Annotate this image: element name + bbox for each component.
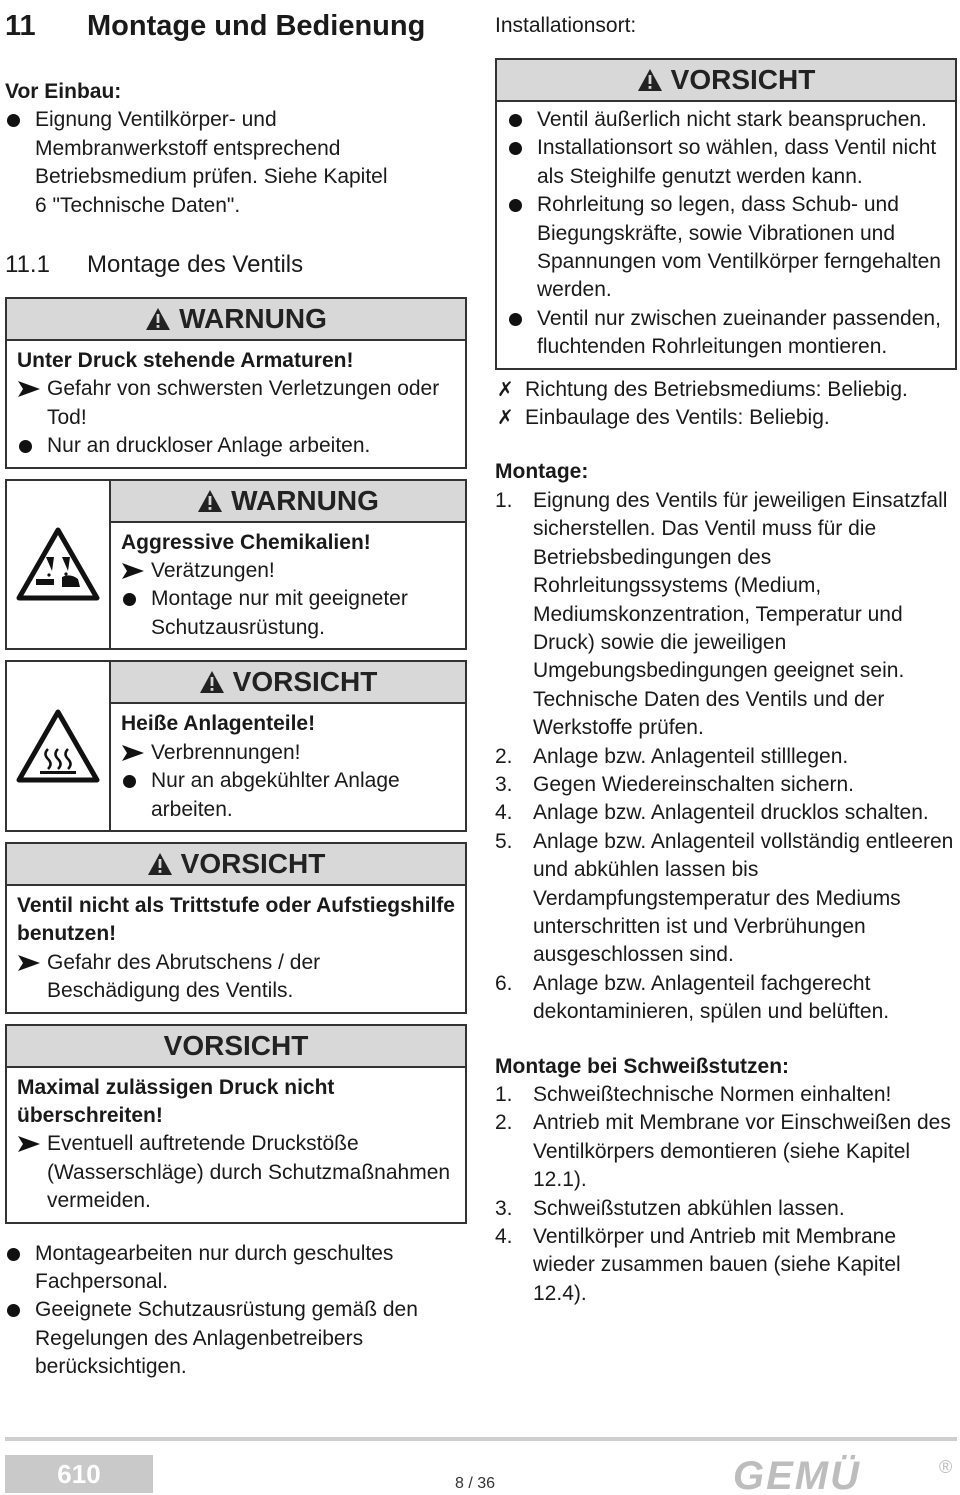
consequence-text: Verätzungen! [151, 559, 275, 583]
list-item [495, 799, 957, 827]
box-body [111, 523, 465, 649]
arrow-right-icon [17, 955, 41, 971]
list-item [495, 487, 957, 743]
list-item [495, 743, 957, 771]
box-header [497, 60, 955, 102]
hot-surface-icon [16, 709, 100, 783]
cross-icon: ✗ [497, 407, 514, 430]
box-title: Aggressive Chemikalien! [121, 530, 371, 554]
measure-item: Nur an druckloser Anlage arbeiten. [17, 432, 455, 460]
brand-logo [733, 1455, 957, 1493]
box-body [111, 704, 465, 830]
arrow-right-icon [17, 1136, 41, 1152]
box-header [7, 844, 465, 886]
note-item [495, 404, 957, 432]
box-title: Unter Druck stehende Armaturen! [17, 349, 354, 373]
step-text: Anlage bzw. Anlagenteil drucklos schalten. [533, 801, 929, 825]
brand-logo-text: GEMÜ [733, 1455, 861, 1493]
caution-box-step [5, 842, 467, 1014]
montage-label: Montage: [495, 460, 589, 484]
consequence-text: Verbrennungen! [151, 740, 301, 764]
section-title: Montage des Ventils [87, 251, 304, 279]
step-number: 4. [495, 1225, 513, 1249]
step-text: Schweißstutzen abkühlen lassen. [533, 1196, 845, 1220]
consequence-text: Eventuell auftretende Druckstöße (Wasserschläge) durch Schutzmaßnahmen vermeiden. [47, 1132, 451, 1213]
caution-box-hot [5, 660, 467, 832]
warning-triangle-icon [199, 670, 225, 694]
footer-divider [5, 1437, 957, 1441]
arrow-right-icon [121, 745, 145, 761]
box-body [7, 886, 465, 1012]
step-text: Anlage bzw. Anlagenteil fachgerecht dekontaminieren, spülen und belüften. [533, 971, 890, 1024]
welding-label: Montage bei Schweißstutzen: [495, 1054, 790, 1078]
step-text: Eignung des Ventils für jeweiligen Einsatzfall sicherstellen. Das Ventil muss für die Betriebsbedingungen des Rohrleitungssystems (Medium, Mediumskonzentration, Temperatur und Druck) sowie die jeweiligen Umgebungsbedingungen geeignet sein. Technische Daten des Ventils und der Werkstoffe prüfen. [533, 488, 948, 740]
warning-triangle-icon [145, 307, 171, 331]
caution-box-location [495, 58, 957, 370]
cross-icon: ✗ [497, 378, 514, 401]
warning-box-chemicals [5, 479, 467, 651]
box-header-label: VORSICHT [180, 847, 326, 879]
page-number: 8 / 36 [455, 1475, 496, 1492]
list-item: Rohrleitung so legen, dass Schub- und Biegungskräfte, sowie Vibrationen und Spannungen vom Ventilkörper ferngehalten werden. [507, 191, 945, 305]
list-item [495, 1195, 957, 1223]
box-header [7, 299, 465, 341]
section-number: 11.1 [5, 251, 50, 279]
list-item: Geeignete Schutzausrüstung gemäß den Regelungen des Anlagenbetreibers berücksichtigen. [5, 1296, 455, 1381]
consequence-text: Gefahr von schwersten Verletzungen oder Tod! [47, 377, 440, 429]
consequence-item [121, 557, 455, 585]
box-header [111, 662, 465, 704]
note-text: Richtung des Betriebsmediums: Beliebig. [525, 377, 908, 401]
list-item [495, 771, 957, 799]
warning-triangle-icon [147, 852, 173, 876]
right-column [495, 8, 957, 1308]
arrow-right-icon [121, 563, 145, 579]
list-item: Installationsort so wählen, dass Ventil nicht als Steighilfe genutzt werden kann. [507, 134, 945, 191]
box-header [7, 1026, 465, 1068]
step-number: 1. [495, 1083, 513, 1106]
step-number: 2. [495, 1111, 513, 1135]
list-item: Montagearbeiten nur durch geschultes Fachpersonal. [5, 1240, 455, 1297]
step-number: 1. [495, 488, 513, 512]
box-title: Maximal zulässigen Druck nicht überschreiten! [17, 1075, 335, 1127]
before-install-list [5, 106, 467, 220]
box-header [111, 481, 465, 523]
list-item [495, 1109, 957, 1194]
consequence-item [121, 739, 455, 767]
list-item [495, 970, 957, 1027]
measure-item: Montage nur mit geeigneter Schutzausrüstung. [121, 585, 455, 642]
notes-list [495, 376, 957, 433]
box-title: Heiße Anlagenteile! [121, 712, 316, 736]
measure-item: Nur an abgekühlter Anlage arbeiten. [121, 767, 455, 824]
box-header-label: WARNUNG [179, 303, 327, 335]
registered-mark: ® [939, 1457, 953, 1477]
list-item [495, 828, 957, 970]
step-number: 2. [495, 744, 513, 768]
product-number-badge: 610 [5, 1455, 153, 1493]
box-header-label: VORSICHT [670, 64, 816, 95]
box-header-label: VORSICHT [232, 666, 378, 698]
section-heading [5, 250, 467, 280]
warning-triangle-icon [637, 68, 663, 92]
arrow-right-icon [17, 381, 41, 397]
consequence-item [17, 1130, 455, 1215]
list-item: Eignung Ventilkörper- und Membranwerkstoff entsprechend Betriebsmedium prüfen. Siehe Kapitel 6 "Technische Daten". [5, 106, 405, 220]
warning-triangle-icon [197, 489, 223, 513]
consequence-text: Gefahr des Abrutschens / der Beschädigung des Ventils. [47, 950, 321, 1003]
step-text: Antrieb mit Membrane vor Einschweißen des Ventilkörpers demontieren (siehe Kapitel 12.1). [533, 1111, 951, 1192]
chapter-number: 11 [5, 10, 36, 42]
warning-box-pressure [5, 297, 467, 469]
note-text: Einbaulage des Ventils: Beliebig. [525, 406, 830, 430]
chapter-heading [5, 8, 467, 44]
consequence-item [17, 949, 455, 1006]
step-number: 6. [495, 971, 513, 995]
list-item: Ventil nur zwischen zueinander passenden, fluchtenden Rohrleitungen montieren. [507, 305, 945, 362]
pictogram-cell [7, 481, 111, 649]
step-number: 3. [495, 772, 513, 796]
box-body [7, 1068, 465, 1222]
box-body [497, 102, 955, 368]
step-text: Ventilkörper und Antrieb mit Membrane wieder zusammen bauen (siehe Kapitel 12.4). [533, 1225, 901, 1305]
montage-steps [495, 487, 957, 1027]
left-column [5, 8, 467, 1382]
install-location-label: Installationsort: [495, 14, 637, 37]
before-install-label: Vor Einbau: [5, 80, 122, 103]
box-body [7, 341, 465, 467]
box-header-label: VORSICHT [163, 1029, 309, 1061]
consequence-item [17, 375, 455, 432]
list-item: Ventil äußerlich nicht stark beanspruchen. [507, 106, 945, 134]
note-item [495, 376, 957, 404]
step-text: Schweißtechnische Normen einhalten! [533, 1083, 892, 1106]
step-text: Gegen Wiedereinschalten sichern. [533, 772, 855, 796]
box-header-label: WARNUNG [231, 484, 379, 516]
step-text: Anlage bzw. Anlagenteil vollständig entleeren und abkühlen lassen bis Verdampfungstemperatur des Mediums unterschritten ist und Verbrühungen ausgeschlossen sind. [533, 829, 954, 967]
step-number: 3. [495, 1196, 513, 1220]
welding-steps [495, 1081, 957, 1308]
list-item [495, 1081, 957, 1109]
box-title: Ventil nicht als Trittstufe oder Aufstiegshilfe benutzen! [17, 893, 455, 946]
general-list [5, 1240, 455, 1382]
chapter-title: Montage und Bedienung [87, 10, 426, 42]
corrosive-hazard-icon [16, 527, 100, 601]
step-number: 4. [495, 801, 513, 825]
pictogram-cell [7, 662, 111, 830]
step-text: Anlage bzw. Anlagenteil stilllegen. [533, 744, 849, 768]
caution-box-pressure [5, 1024, 467, 1224]
step-number: 5. [495, 829, 513, 853]
list-item [495, 1223, 957, 1308]
